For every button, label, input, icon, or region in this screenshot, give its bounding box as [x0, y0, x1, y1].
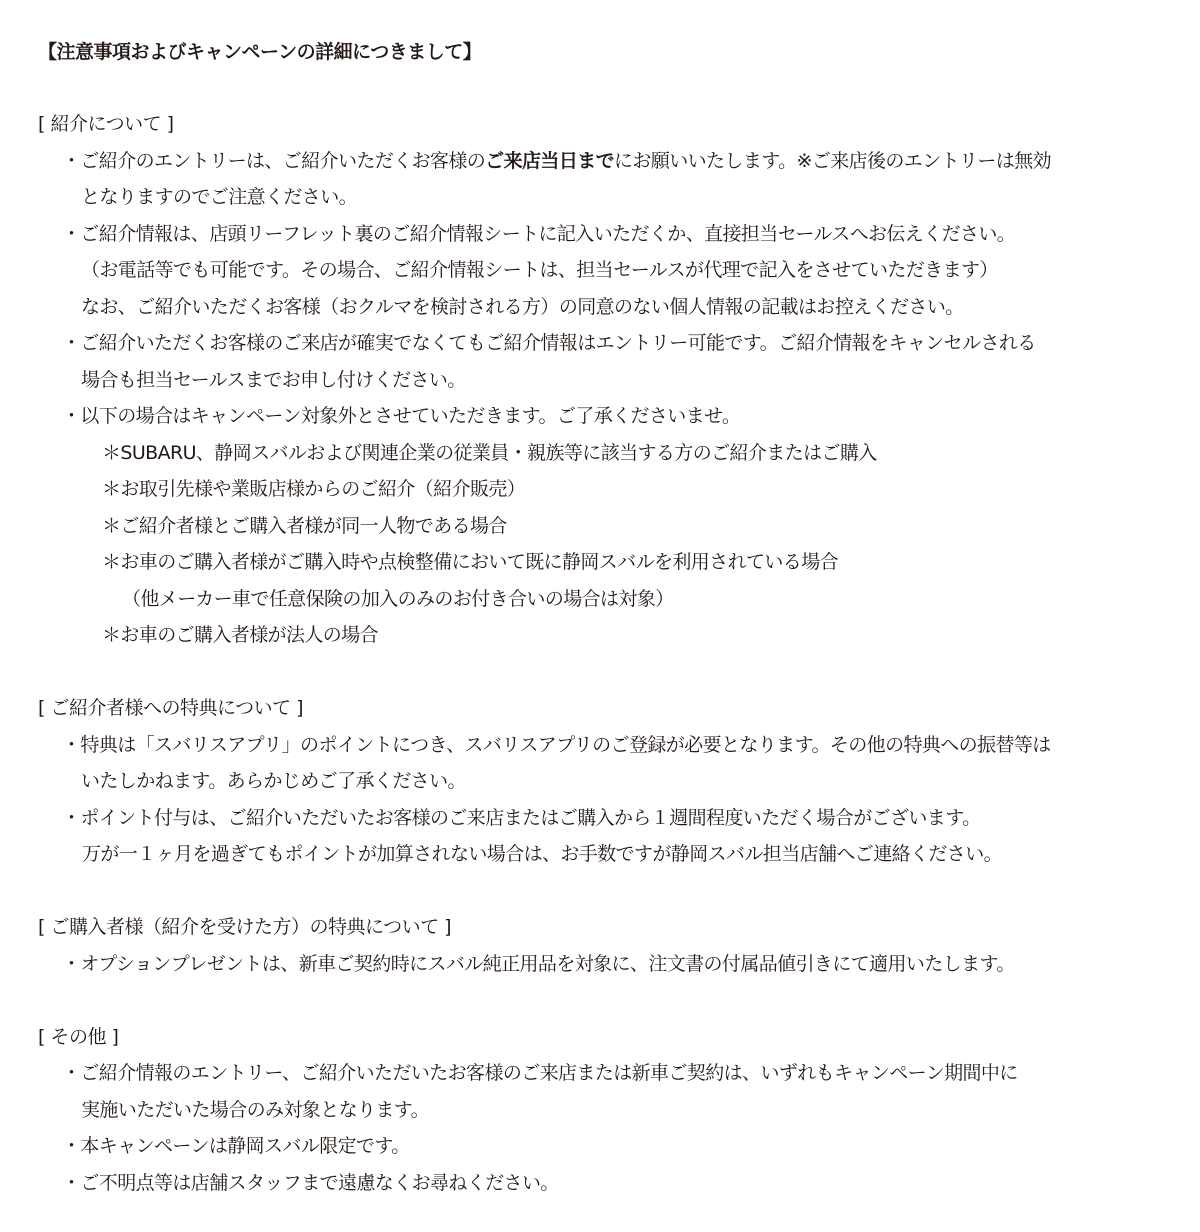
- section-heading: [ ご購入者様（紹介を受けた方）の特典について ]: [38, 916, 452, 938]
- continuation-line: （お電話等でも可能です。その場合、ご紹介情報シートは、担当セールスが代理で記入をさせていただきます）: [81, 259, 998, 281]
- exclusion-item: ＊ご紹介者様とご購入者様が同一人物である場合: [102, 514, 507, 537]
- item-text: にお願いいたします。※ご来店後のエントリーは無効: [614, 149, 1052, 172]
- bullet-item: ・オプションプレゼントは、新車ご契約時にスバル純正用品を対象に、注文書の付属品値引きにて適用いたします。: [62, 952, 1015, 975]
- emphasis-text: ご来店当日まで: [485, 149, 615, 172]
- notice-document: [38, 34, 1168, 1201]
- continuation-line: いたしかねます。あらかじめご了承ください。: [81, 770, 466, 792]
- bullet-item: ・ご紹介情報のエントリー、ご紹介いただいたお客様のご来店または新車ご契約は、いずれもキャンペーン期間中に: [62, 1062, 1018, 1084]
- section-heading: [ ご紹介者様への特典について ]: [38, 697, 304, 719]
- document-title: 【注意事項およびキャンペーンの詳細につきまして】: [38, 41, 482, 63]
- spacer: [38, 873, 1168, 910]
- section-heading: [ その他 ]: [38, 1025, 119, 1048]
- spacer: [38, 654, 1168, 691]
- bullet-item: ・本キャンペーンは静岡スバル限定です。: [62, 1135, 410, 1157]
- continuation-line: なお、ご紹介いただくお客様（おクルマを検討される方）の同意のない個人情報の記載はお控えください。: [81, 295, 964, 318]
- continuation-line: 実施いただいた場合のみ対象となります。: [81, 1098, 430, 1121]
- item-text: ご紹介のエントリーは、ご紹介いただくお客様の: [80, 149, 486, 172]
- bullet-item: ・ご紹介情報は、店頭リーフレット裏のご紹介情報シートに記入いただくか、直接担当セールスへお伝えください。: [62, 222, 1016, 245]
- bullet-item: ・ポイント付与は、ご紹介いただいたお客様のご来店またはご購入から１週間程度いただく場合がございます。: [62, 806, 981, 829]
- spacer: [38, 982, 1168, 1019]
- bullet-item: ・以下の場合はキャンペーン対象外とさせていただきます。ご了承くださいませ。: [62, 405, 741, 427]
- bullet-item: ・ご不明点等は店舗スタッフまで遠慮なくお尋ねください。: [62, 1171, 559, 1194]
- exclusion-note: （他メーカー車で任意保険の加入のみのお付き合いの場合は対象）: [122, 587, 674, 610]
- bullet-item: [38, 143, 1168, 180]
- section-other: [38, 1019, 1168, 1202]
- continuation-line: 万が一１ヶ月を過ぎてもポイントが加算されない場合は、お手数ですが静岡スバル担当店舗へご連絡ください。: [82, 843, 1003, 865]
- exclusion-item: ＊お取引先様や業販店様からのご紹介（紹介販売）: [102, 478, 526, 500]
- exclusion-item: ＊お車のご購入者様が法人の場合: [102, 624, 379, 646]
- section-referral: [38, 106, 1168, 654]
- section-referrer-benefits: [38, 690, 1168, 873]
- spacer: [38, 70, 1168, 106]
- bullet-item: ・特典は「スバリスアプリ」のポイントにつき、スバリスアプリのご登録が必要となります。その他の特典への振替等は: [62, 733, 1051, 756]
- section-purchaser-benefits: [38, 909, 1168, 982]
- exclusion-item: ＊SUBARU、静岡スバルおよび関連企業の従業員・親族等に該当する方のご紹介またはご購入: [102, 441, 877, 464]
- section-heading: [ 紹介について ]: [38, 113, 174, 135]
- continuation-line: 場合も担当セールスまでお申し付けください。: [81, 368, 466, 391]
- continuation-line: となりますのでご注意ください。: [81, 186, 358, 208]
- exclusion-item: ＊お車のご購入者様がご購入時や点検整備において既に静岡スバルを利用されている場合: [102, 551, 839, 573]
- bullet-marker: ・: [62, 149, 81, 172]
- bullet-item: ・ご紹介いただくお客様のご来店が確実でなくてもご紹介情報はエントリー可能です。ご紹介情報をキャンセルされる: [62, 332, 1036, 354]
